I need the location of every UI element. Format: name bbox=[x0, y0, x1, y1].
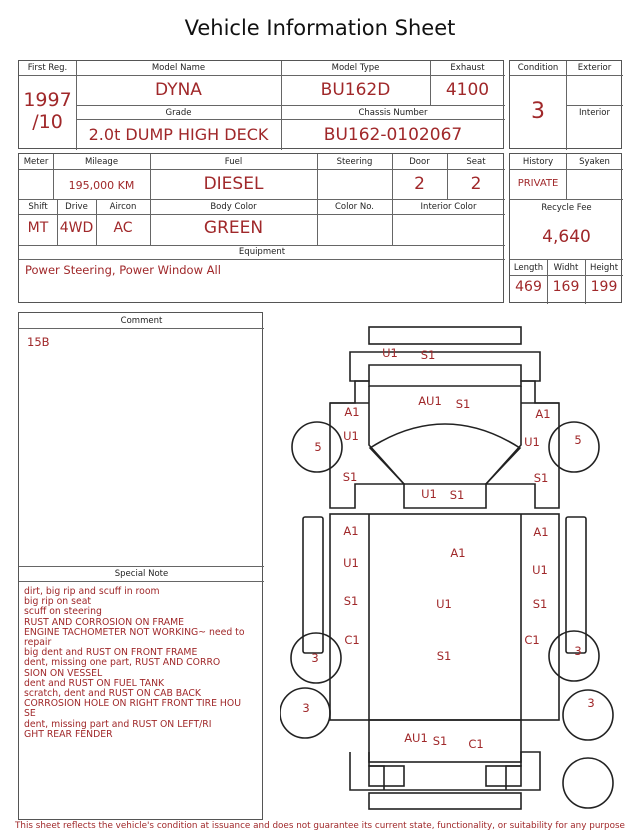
right-front-fender-mark-3: S1 bbox=[533, 471, 549, 485]
condition-label: Condition bbox=[517, 63, 559, 73]
chassis-number-value: BU162-0102067 bbox=[323, 125, 463, 145]
first-reg-month: /10 bbox=[32, 111, 63, 133]
width-value: 169 bbox=[552, 279, 580, 295]
right-bed-side-mark-2: U1 bbox=[532, 563, 548, 577]
left-front-fender-mark-2: U1 bbox=[343, 429, 359, 443]
cab-back-mark-2: S1 bbox=[449, 488, 465, 502]
special-note-line: RUST AND CORROSION ON FRAME bbox=[24, 616, 185, 628]
aircon-value: AC bbox=[113, 220, 133, 236]
spare-tire-shape bbox=[563, 758, 613, 808]
special-note-line: big dent and RUST ON FRONT FRAME bbox=[24, 647, 198, 659]
width-label: Widht bbox=[553, 263, 579, 273]
special-note-line: dent, missing part and RUST ON LEFT/RI bbox=[24, 718, 212, 730]
height-value: 199 bbox=[590, 279, 618, 295]
special-note-label: Special Note bbox=[114, 569, 169, 579]
shift-value: MT bbox=[27, 220, 49, 236]
height-label: Height bbox=[589, 263, 619, 273]
special-note-line: ENGINE TACHOMETER NOT WORKING~ need to bbox=[24, 626, 245, 638]
rear-left-tire-2-mark: 3 bbox=[302, 701, 310, 715]
cargo-bed-shape bbox=[330, 514, 559, 720]
front-grille-shape bbox=[350, 352, 540, 381]
left-bed-side-mark-1: A1 bbox=[343, 524, 359, 538]
front-bumper-mark-2: S1 bbox=[420, 348, 436, 362]
chassis-number-label: Chassis Number bbox=[358, 108, 428, 118]
first-reg-year: 1997 bbox=[23, 89, 72, 111]
condition-value: 3 bbox=[531, 99, 545, 124]
tailgate-mark-3: C1 bbox=[468, 737, 484, 751]
body-color-label: Body Color bbox=[210, 202, 257, 212]
seat-value: 2 bbox=[470, 174, 482, 194]
left-bed-side-mark-3: S1 bbox=[343, 594, 359, 608]
special-note-line: dent and RUST ON FUEL TANK bbox=[24, 677, 165, 689]
tailgate-mark-1: AU1 bbox=[404, 731, 428, 745]
exhaust-value: 4100 bbox=[445, 80, 490, 100]
mileage-value: 195,000 KM bbox=[68, 179, 135, 192]
mileage-label: Mileage bbox=[84, 157, 119, 167]
model-name-label: Model Name bbox=[151, 63, 206, 73]
rear-bumper-shape bbox=[350, 752, 540, 790]
length-label: Length bbox=[513, 263, 544, 273]
special-note-line: dirt, big rip and scuff in room bbox=[24, 586, 160, 597]
front-bumper-shape bbox=[369, 327, 521, 344]
fuel-value: DIESEL bbox=[203, 174, 264, 194]
left-front-fender-mark-3: S1 bbox=[342, 470, 358, 484]
left-bed-side-mark-4: C1 bbox=[344, 633, 360, 647]
right-bed-side-mark-3: S1 bbox=[532, 597, 548, 611]
front-bumper-mark-1: U1 bbox=[382, 346, 398, 360]
special-note-line: scuff on steering bbox=[24, 606, 102, 618]
color-no-label: Color No. bbox=[334, 202, 374, 212]
body-color-value: GREEN bbox=[203, 218, 264, 238]
exhaust-label: Exhaust bbox=[450, 63, 485, 73]
shift-label: Shift bbox=[28, 202, 48, 212]
exterior-label: Exterior bbox=[577, 63, 612, 73]
special-note-line: scratch, dent and RUST ON CAB BACK bbox=[24, 688, 201, 699]
steering-label: Steering bbox=[336, 157, 373, 167]
fuel-label: Fuel bbox=[224, 157, 243, 167]
front-left-tire-mark: 5 bbox=[314, 440, 322, 454]
front-right-tire-mark: 5 bbox=[574, 433, 582, 447]
model-type-label: Model Type bbox=[331, 63, 380, 73]
drive-label: Drive bbox=[65, 202, 88, 212]
cab-left-door-line bbox=[369, 386, 404, 484]
left-front-fender-mark-1: A1 bbox=[344, 405, 360, 419]
special-note-line: SE bbox=[24, 708, 36, 720]
rear-right-tire-1-mark: 3 bbox=[574, 644, 582, 658]
left-bed-side-mark-2: U1 bbox=[343, 556, 359, 570]
bed-rear-mark: S1 bbox=[436, 649, 452, 663]
cab-right-door-line bbox=[486, 386, 521, 484]
windshield-mark-2: S1 bbox=[455, 397, 471, 411]
vehicle-damage-diagram bbox=[280, 315, 630, 820]
right-front-fender-mark-2: U1 bbox=[524, 435, 540, 449]
comment-label: Comment bbox=[120, 316, 163, 326]
door-label: Door bbox=[409, 157, 430, 167]
recycle-fee-value: 4,640 bbox=[542, 227, 591, 247]
first-reg-label: First Reg. bbox=[27, 63, 68, 73]
rear-step-shape bbox=[369, 793, 521, 809]
meter-label: Meter bbox=[23, 157, 49, 167]
length-value: 469 bbox=[515, 279, 542, 295]
grade-value: 2.0t DUMP HIGH DECK bbox=[88, 125, 269, 144]
special-note-line: CORROSION HOLE ON RIGHT FRONT TIRE HOU bbox=[24, 698, 242, 710]
windshield-shape bbox=[370, 424, 520, 484]
rear-right-tire-2-mark: 3 bbox=[587, 696, 595, 710]
model-type-value: BU162D bbox=[320, 80, 391, 100]
comment-value: 15B bbox=[27, 335, 50, 349]
page-title: Vehicle Information Sheet bbox=[184, 16, 456, 40]
right-bed-side-mark-1: A1 bbox=[533, 525, 549, 539]
model-info-panel bbox=[18, 60, 504, 149]
special-note-line: big rip on seat bbox=[24, 596, 92, 608]
right-front-fender-mark-1: A1 bbox=[535, 407, 551, 421]
right-bed-side-mark-4: C1 bbox=[524, 633, 540, 647]
history-label: History bbox=[522, 157, 554, 167]
special-note-line: repair bbox=[24, 637, 52, 648]
drive-value: 4WD bbox=[59, 220, 94, 236]
grade-label: Grade bbox=[165, 108, 192, 118]
rear-left-tire-1-mark: 3 bbox=[311, 651, 319, 665]
recycle-fee-label: Recycle Fee bbox=[541, 203, 592, 213]
seat-label: Seat bbox=[466, 157, 486, 167]
cab-back-mark-1: U1 bbox=[421, 487, 437, 501]
history-value: PRIVATE bbox=[517, 178, 559, 189]
door-value: 2 bbox=[414, 174, 425, 194]
equipment-value: Power Steering, Power Window All bbox=[25, 263, 221, 277]
condition-panel bbox=[509, 60, 622, 149]
disclaimer-footer: This sheet reflects the vehicle's condition at issuance and does not guarantee its current state, functionality, or suitability for any purpose bbox=[15, 821, 625, 831]
interior-label: Interior bbox=[578, 108, 610, 118]
syaken-label: Syaken bbox=[579, 157, 610, 167]
vehicle-spec-panel bbox=[18, 153, 504, 303]
history-panel bbox=[509, 153, 622, 303]
special-note-line: dent, missing one part, RUST AND CORRO bbox=[24, 657, 221, 669]
bed-front-mark: A1 bbox=[450, 546, 466, 560]
front-right-tire-shape bbox=[549, 422, 599, 472]
aircon-label: Aircon bbox=[109, 202, 137, 212]
special-note-line: SION ON VESSEL bbox=[24, 667, 103, 679]
windshield-mark-1: AU1 bbox=[418, 394, 442, 408]
model-name-value: DYNA bbox=[155, 80, 202, 100]
bed-middle-mark: U1 bbox=[436, 597, 452, 611]
comment-panel bbox=[18, 312, 263, 820]
interior-color-label: Interior Color bbox=[420, 202, 477, 212]
equipment-label: Equipment bbox=[238, 247, 286, 257]
tailgate-mark-2: S1 bbox=[432, 734, 448, 748]
special-note-line: GHT REAR FENDER bbox=[24, 728, 113, 740]
